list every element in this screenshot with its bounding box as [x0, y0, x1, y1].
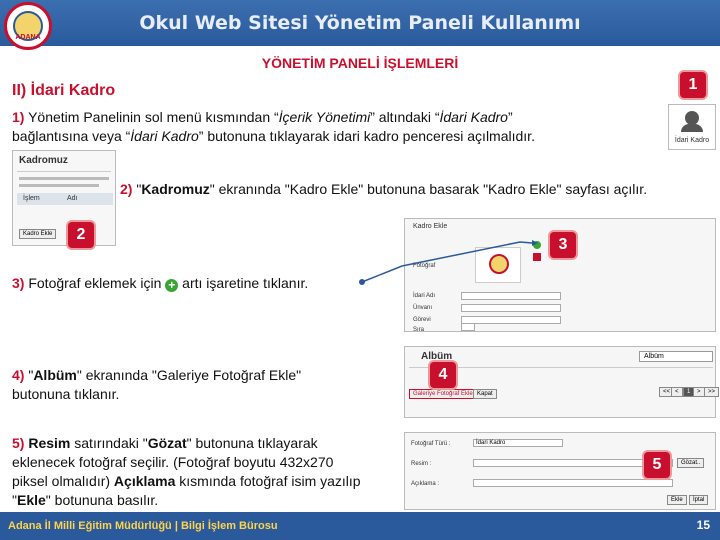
step-5-part: satırındaki " — [70, 435, 148, 451]
step-1-part: ” — [507, 109, 513, 125]
kadromuz-title: Kadromuz — [19, 155, 68, 166]
step-4-part: " — [24, 367, 34, 383]
step-4-number: 4) — [12, 367, 25, 383]
album-title: Albüm — [421, 351, 453, 362]
step-5-part: " — [12, 492, 17, 508]
section-title: YÖNETİM PANELİ İŞLEMLERİ — [261, 55, 459, 71]
aciklama-input[interactable] — [473, 479, 673, 487]
step-1-part: bağlantısına veya “ — [12, 128, 131, 144]
step-5-part: " butonuna tıklayarak — [186, 435, 318, 451]
step-badge-5: 5 — [644, 452, 670, 478]
step-4-part: butonuna tıklanır. — [12, 386, 120, 402]
step-1-part: Yönetim Panelinin sol menü kısmından “ — [24, 109, 279, 125]
step-4-text — [12, 366, 392, 404]
column-adi: Adı — [67, 195, 78, 202]
page-title: Okul Web Sitesi Yönetim Paneli Kullanımı — [139, 12, 581, 34]
pager-prev-one[interactable]: < — [671, 387, 683, 397]
pager-prev[interactable]: << — [659, 387, 674, 397]
album-select[interactable]: Albüm — [639, 351, 713, 362]
page-number: 15 — [696, 518, 710, 532]
idari-adi-label: İdari Adı — [413, 293, 436, 299]
step-5-part: piksel olmalıdır) — [12, 473, 114, 489]
step-2-part: " — [132, 181, 142, 197]
step-badge-4: 4 — [430, 362, 456, 388]
idari-kadro-icon-label: İdari Kadro — [674, 137, 710, 144]
step-1-part: İdari Kadro — [130, 128, 199, 144]
column-islem: İşlem — [23, 195, 40, 202]
step-badge-1: 1 — [680, 72, 706, 98]
footer-text: Adana İl Milli Eğitim Müdürlüğü | Bilgi İşlem Bürosu — [8, 520, 278, 532]
heading: II) İdari Kadro — [12, 82, 116, 99]
step-2-part: Kadromuz — [141, 181, 210, 197]
step-1-part: ” altındaki “ — [370, 109, 440, 125]
step-4-part: Albüm — [33, 367, 77, 383]
step-4-part: " ekranında "Galeriye Fotoğraf Ekle" — [76, 367, 302, 383]
aciklama-label: Açıklama : — [411, 481, 440, 487]
step-5-part: Gözat — [147, 435, 187, 451]
logo-text: ADANA — [15, 34, 41, 41]
plus-icon: + — [165, 279, 178, 292]
step-badge-3: 3 — [550, 232, 576, 258]
step-5-part: " botununa basılır. — [45, 492, 159, 508]
step-5-part: kısmında fotoğraf isim yazılıp — [175, 473, 361, 489]
step-1-part: İdari Kadro — [439, 109, 508, 125]
resim-label: Resim : — [411, 461, 432, 467]
unvani-label: Ünvanı — [413, 305, 433, 311]
step-1-number: 1) — [12, 109, 25, 125]
fotograf-label: Fotoğraf — [413, 263, 436, 269]
step-2-part: " ekranında "Kadro Ekle" butonuna basarak "Kadro Ekle" sayfası açılır. — [209, 181, 648, 197]
step-badge-2: 2 — [68, 222, 94, 248]
pager-last[interactable]: >> — [704, 387, 719, 397]
kadro-ekle-button[interactable]: Kadro Ekle — [19, 229, 56, 239]
step-1-part: İçerik Yönetimi — [278, 109, 371, 125]
kadro-ekle-title: Kadro Ekle — [413, 223, 448, 230]
pager-current[interactable]: 1 — [683, 387, 694, 397]
step-5-part: Açıklama — [113, 473, 176, 489]
step-1-part: ” butonuna tıklayarak idari kadro penceresi açılmalıdır. — [198, 128, 535, 144]
resim-input[interactable] — [473, 459, 673, 467]
fotograf-turu-label: Fotoğraf Türü : — [411, 441, 451, 447]
step-5-part: eklenecek fotoğraf seçilir. (Fotoğraf boyutu 432x270 — [12, 454, 334, 470]
step-2-number: 2) — [120, 181, 133, 197]
kapat-button[interactable]: Kapat — [473, 389, 497, 399]
galeriye-fotograf-ekle-button[interactable]: Galeriye Fotoğraf Ekle — [409, 389, 477, 399]
ekle-button[interactable]: Ekle — [667, 495, 687, 505]
step-3-part: artı işaretine tıklanır. — [178, 275, 309, 291]
iptal-button[interactable]: İptal — [689, 495, 708, 505]
gorevi-label: Görevi — [413, 317, 431, 323]
gozat-button[interactable]: Gözat.. — [677, 458, 704, 468]
step-5-text — [12, 434, 402, 510]
step-5-part: Ekle — [16, 492, 46, 508]
pager-next[interactable]: > — [693, 387, 705, 397]
step-3-part: Fotoğraf eklemek için — [24, 275, 166, 291]
step-5-part: Resim — [24, 435, 71, 451]
step-3-number: 3) — [12, 275, 25, 291]
sirasi-label: Sıra — [413, 327, 425, 333]
step-5-number: 5) — [12, 435, 25, 451]
fotograf-turu-select[interactable]: İdari Kadro — [473, 439, 563, 447]
